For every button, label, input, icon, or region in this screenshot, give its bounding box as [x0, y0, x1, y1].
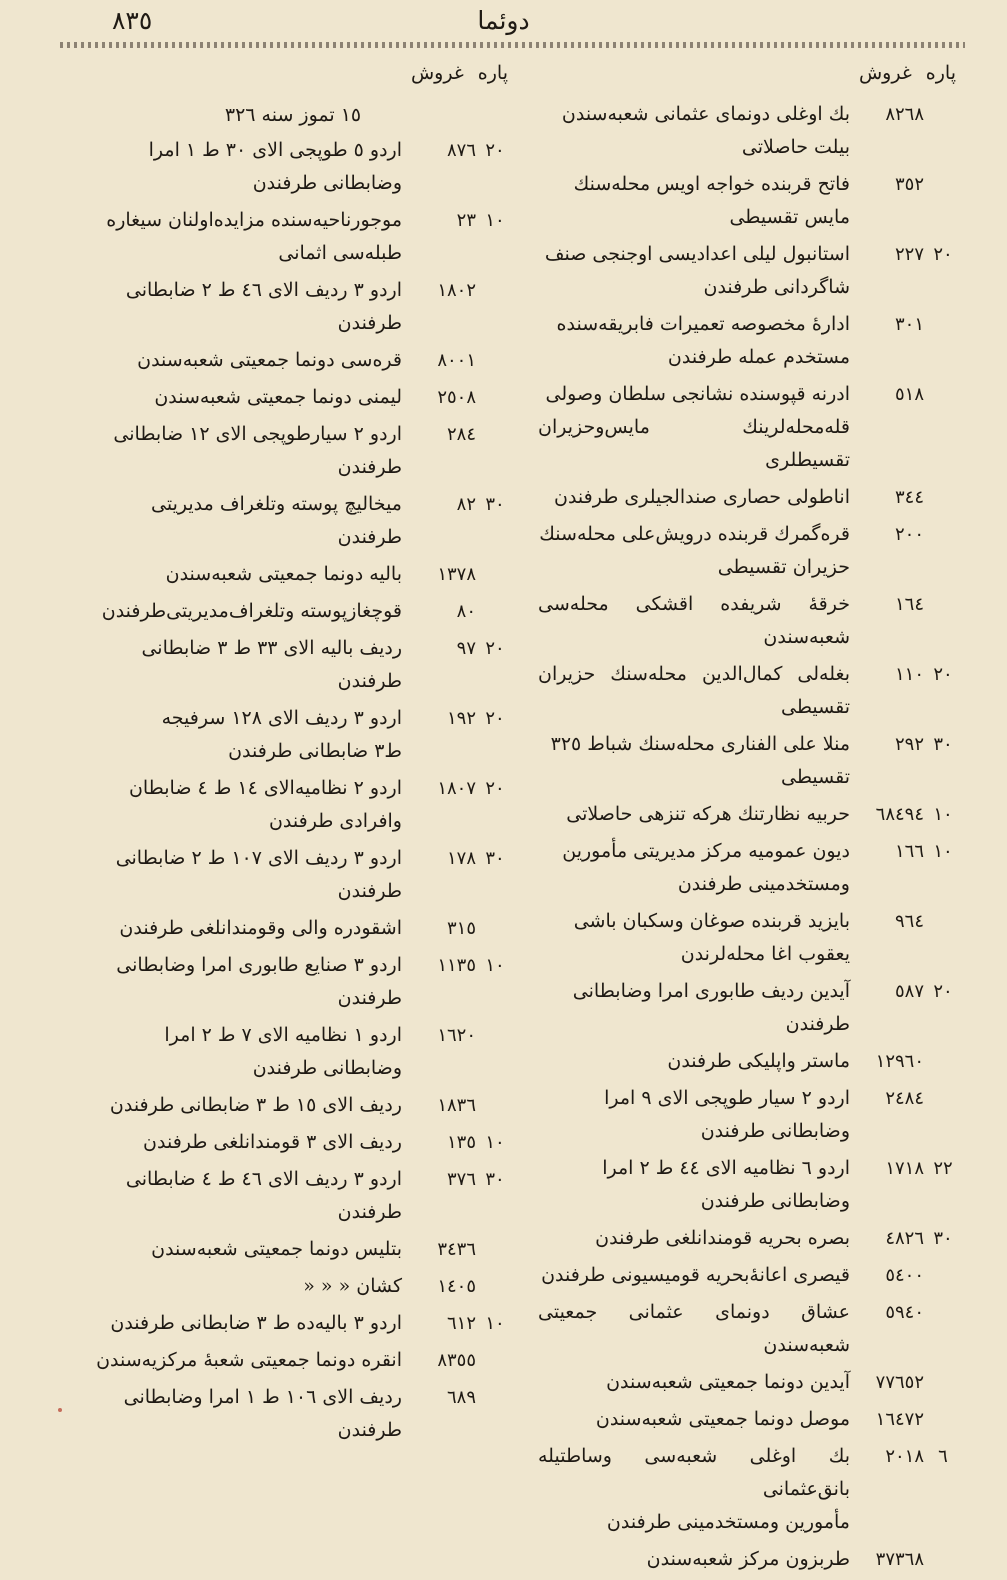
entry-kurus: ٢٠٠	[894, 524, 924, 545]
entry-description: فاتح قربنده خواجه اویس محله‌سنك مایس تقسیطی	[573, 173, 850, 228]
entry-description: موجورناحیه‌سنده مزایده‌اولنان سیغاره طبله‌سی اثمانی	[106, 209, 402, 264]
entry-description: ادارهٔ مخصوصه تعمیرات فابریقه‌سنده مستخدم عمله طرفندن	[556, 313, 850, 368]
ledger-entry	[538, 1259, 960, 1292]
entry-description: بصره بحریه قومندانلغی طرفندن	[595, 1227, 850, 1249]
entry-kurus: ١٧١٨	[885, 1158, 924, 1179]
kurus-heading: غروش	[858, 62, 912, 84]
entry-description: لیمنی دونما جمعیتی شعبه‌سندن	[154, 386, 402, 408]
ledger-entry	[74, 1233, 512, 1266]
ledger-entry	[74, 1163, 512, 1229]
entry-description: كشان « « «	[303, 1275, 402, 1297]
entry-description: اردو ٣ بالیه‌ده ط ٣ ضابطانی طرفندن	[110, 1312, 402, 1334]
entry-kurus: ٣٤٣٦	[437, 1239, 476, 1260]
entry-kurus: ٥٤٠٠	[885, 1265, 924, 1286]
ledger-entry	[538, 1403, 960, 1436]
entry-kurus: ١٣٧٨	[437, 564, 476, 585]
entry-description: دیون عمومیه مركز مدیریتی مأمورین ومستخدمینی طرفندن	[562, 840, 850, 895]
ledger-entry	[538, 1082, 960, 1148]
ledger-entry	[74, 1270, 512, 1303]
entry-description: اردو ٥ طوپجی الای ٣٠ ط ١ امرا وضابطانی طرفندن	[148, 139, 402, 194]
entry-kurus: ٤٨٢٦	[885, 1228, 924, 1249]
entry-para: ٢٠	[933, 664, 953, 685]
entry-description: اردو ٦ نظامیه الای ٤٤ ط ٢ امرا وضابطانی طرفندن	[602, 1157, 850, 1212]
ledger-entry	[74, 1307, 512, 1340]
ledger-entry	[74, 772, 512, 838]
ledger-entry	[538, 238, 960, 304]
entry-kurus: ٢٩٢	[894, 734, 924, 755]
entry-kurus: ٣٠١	[894, 314, 924, 335]
entry-kurus: ٧٧٦٥٢	[875, 1372, 924, 1393]
kurus-heading: غروش	[410, 62, 464, 84]
ledger-entry	[74, 1019, 512, 1085]
ledger-entry	[538, 308, 960, 374]
entry-description: منلا علی الفناری محله‌سنك شباط ٣٢٥ تقسیطی	[550, 733, 850, 788]
entry-description: خرقهٔ شریفده اقشكی محله‌سی شعبه‌سندن	[538, 593, 850, 648]
entry-description: حربیه نظارتنك هركه تنزهی حاصلاتی	[566, 803, 850, 825]
ledger-entry	[74, 1344, 512, 1377]
ledger-entry	[74, 381, 512, 414]
entry-kurus: ١٩٢	[446, 708, 476, 729]
entry-kurus: ١٦٢٠	[437, 1025, 476, 1046]
entry-kurus: ٦١٢	[446, 1313, 476, 1334]
entry-kurus: ٦٨٩	[446, 1387, 476, 1408]
ledger-entry	[538, 1543, 960, 1576]
entry-kurus: ٢٨٤	[446, 424, 476, 445]
entry-kurus: ١٨٣٦	[437, 1095, 476, 1116]
column-headings	[538, 62, 960, 92]
entry-description: اشقودره والی وقومندانلغی طرفندن	[119, 917, 402, 939]
entry-para: ٣٠	[485, 848, 505, 869]
running-header: دوئما	[477, 6, 530, 35]
entry-kurus: ٩٧	[456, 638, 476, 659]
ledger-entry	[74, 274, 512, 340]
entry-description: اردو ٣ ردیف الای ٤٦ ط ٢ ضابطانی طرفندن	[125, 279, 402, 334]
entry-para: ١٠	[485, 955, 505, 976]
entry-kurus: ٨٠٠١	[437, 350, 476, 371]
ledger-entry	[74, 134, 512, 200]
entry-kurus: ٣١٥	[446, 918, 476, 939]
ledger-entry	[538, 1222, 960, 1255]
entry-description: بغله‌لی کمال‌الدین محله‌سنك حزیران تقسیطی	[538, 663, 850, 718]
ledger-entry	[74, 842, 512, 908]
entry-description: قره‌گمرك قربنده درویش‌علی محله‌سنك حزیران تقسیطی	[539, 523, 850, 578]
para-heading: پاره	[477, 62, 508, 84]
ledger-entry	[74, 949, 512, 1015]
para-heading: پاره	[925, 62, 956, 84]
ledger-entry	[74, 632, 512, 698]
entry-description: ردیف بالیه الای ٣٣ ط ٣ ضابطانی طرفندن	[141, 637, 402, 692]
entry-description: استانبول لیلی اعدادیسی اوجنجی صنف شاگردانی طرفندن	[544, 243, 850, 298]
entry-kurus: ٦٨٤٩٤	[875, 804, 924, 825]
left-column	[74, 62, 512, 1451]
left-entries	[74, 134, 512, 1447]
entry-kurus: ٨٢٦٨	[885, 104, 924, 125]
entry-description: اردو ٣ ردیف الای ١٢٨ سرفیجه ط٣ ضابطانی طرفندن	[161, 707, 402, 762]
entry-para: ٣٠	[933, 734, 953, 755]
column-headings	[74, 62, 512, 92]
entry-description: ردیف الای ١٠٦ ط ١ امرا وضابطانی طرفندن	[123, 1386, 402, 1441]
ledger-entry	[538, 481, 960, 514]
ledger-entry	[538, 798, 960, 831]
right-column	[538, 62, 960, 1580]
entry-para: ١٠	[933, 841, 953, 862]
ledger-entry	[538, 728, 960, 794]
entry-kurus: ٢٠١٨	[885, 1446, 924, 1467]
ink-speck	[58, 1408, 62, 1412]
entry-description: قره‌سی دونما جمعیتی شعبه‌سندن	[137, 349, 402, 371]
entry-kurus: ٣٥٢	[894, 174, 924, 195]
ledger-entry	[538, 658, 960, 724]
date-line: ١٥ تموز سنه ٣٢٦	[224, 104, 362, 126]
ledger-entry	[538, 835, 960, 901]
header-rule	[60, 42, 965, 48]
ledger-entry	[538, 1296, 960, 1362]
entry-para: ٢٠	[485, 778, 505, 799]
entry-kurus: ٨٢	[456, 494, 476, 515]
entry-description: عشاق دونمای عثمانی جمعیتی شعبه‌سندن	[538, 1301, 850, 1356]
entry-description: اردو ٣ صنایع طابوری امرا وضابطانی طرفندن	[116, 954, 402, 1009]
ledger-entry	[74, 418, 512, 484]
entry-kurus: ٨٠	[456, 601, 476, 622]
entry-description: بایزید قربنده صوغان وسكبان باشی یعقوب اغا محله‌لرندن	[573, 910, 850, 965]
ledger-entry	[538, 98, 960, 164]
ledger-entry	[74, 1089, 512, 1122]
ledger-entry	[538, 1045, 960, 1078]
entry-description: طربزون مركز شعبه‌سندن	[646, 1548, 850, 1570]
entry-kurus: ١١٠	[894, 664, 924, 685]
entry-para: ٣٠	[933, 1228, 953, 1249]
entry-para: ١٠	[933, 804, 953, 825]
ledger-entry	[538, 1440, 960, 1539]
ledger-entry	[538, 975, 960, 1041]
entry-kurus: ٥١٨	[894, 384, 924, 405]
ledger-entry	[74, 344, 512, 377]
entry-kurus: ١٨٠٢	[437, 280, 476, 301]
entry-para: ١٠	[485, 210, 505, 231]
right-entries	[538, 98, 960, 1576]
entry-description: اردو ٣ ردیف الای ١٠٧ ط ٢ ضابطانی طرفندن	[115, 847, 402, 902]
entry-kurus: ١٦٤	[894, 594, 924, 615]
ledger-entry	[74, 595, 512, 628]
entry-description: اردو ٢ سیارطوپجی الای ١٢ ضابطانی طرفندن	[113, 423, 402, 478]
entry-description: اردو ٣ ردیف الای ٤٦ ط ٤ ضابطانی طرفندن	[125, 1168, 402, 1223]
entry-para: ٢٠	[485, 638, 505, 659]
entry-para: ٣٠	[485, 1169, 505, 1190]
ledger-entry	[538, 905, 960, 971]
ledger-entry	[74, 1381, 512, 1447]
ledger-entry	[74, 1126, 512, 1159]
entry-description: قیصری اعانهٔ‌بحریه قومیسیونی طرفندن	[541, 1264, 850, 1286]
ledger-entry	[74, 912, 512, 945]
entry-kurus: ٢٤٨٤	[885, 1088, 924, 1109]
entry-description: موصل دونما جمعیتی شعبه‌سندن	[595, 1408, 850, 1430]
ledger-entry	[74, 702, 512, 768]
entry-kurus: ١٧٨	[446, 848, 476, 869]
entry-kurus: ١٦٤٧٢	[875, 1409, 924, 1430]
entry-description: اردو ١ نظامیه الای ٧ ط ٢ امرا وضابطانی طرفندن	[164, 1024, 402, 1079]
entry-description: ادرنه قپوسنده نشانجی سلطان وصولی قله‌محله‌لرینك مایس‌وحزیران تقسیطلری	[538, 383, 850, 471]
entry-para: ٦	[938, 1446, 948, 1467]
page-number: ٨٣٥	[112, 6, 153, 35]
ledger-entry	[74, 204, 512, 270]
entry-kurus: ٨٣٥٥	[437, 1350, 476, 1371]
entry-description: بالیه دونما جمعیتی شعبه‌سندن	[165, 563, 402, 585]
entry-description: ردیف الای ٣ قومندانلغی طرفندن	[143, 1131, 402, 1153]
entry-kurus: ٢٥٠٨	[437, 387, 476, 408]
entry-kurus: ١٢٩٦٠	[875, 1051, 924, 1072]
entry-kurus: ٥٨٧	[894, 981, 924, 1002]
ledger-entry	[538, 588, 960, 654]
entry-kurus: ١٦٦	[894, 841, 924, 862]
entry-para: ٢٠	[933, 981, 953, 1002]
entry-kurus: ١١٣٥	[437, 955, 476, 976]
entry-kurus: ٥٩٤٠	[885, 1302, 924, 1323]
entry-description: اناطولی حصاری صندالجیلری طرفندن	[554, 486, 850, 508]
entry-description: اردو ٢ سیار طوپجی الای ٩ امرا وضابطانی طرفندن	[604, 1087, 850, 1142]
entry-description: میخالیچ پوسته وتلغراف مدیریتی طرفندن	[151, 493, 402, 548]
entry-description: آیدین دونما جمعیتی شعبه‌سندن	[606, 1371, 850, 1393]
entry-para: ١٠	[485, 1313, 505, 1334]
entry-description: بك اوغلی شعبه‌سی وساطتیله بانق‌عثمانی مأمورین ومستخدمینی طرفندن	[538, 1445, 850, 1533]
entry-kurus: ١٤٠٥	[437, 1276, 476, 1297]
entry-kurus: ٢٢٧	[894, 244, 924, 265]
ledger-entry	[538, 518, 960, 584]
entry-kurus: ٢٣	[456, 210, 476, 231]
entry-para: ٢٢	[933, 1158, 953, 1179]
entry-kurus: ٩٦٤	[894, 911, 924, 932]
ledger-entry	[74, 558, 512, 591]
entry-description: قوچغازپوسته وتلغراف‌مدیریتی‌طرفندن	[101, 600, 402, 622]
entry-kurus: ٣٤٤	[894, 487, 924, 508]
entry-description: بك اوغلی دونمای عثمانی شعبه‌سندن بیلت حاصلاتی	[561, 103, 850, 158]
entry-description: اردو ٢ نظامیه‌الای ١٤ ط ٤ ضابطان وافرادی طرفندن	[128, 777, 402, 832]
entry-description: انقره دونما جمعیتی شعبهٔ مركزیه‌سندن	[96, 1349, 402, 1371]
entry-description: آیدین ردیف طابوری امرا وضابطانی طرفندن	[572, 980, 850, 1035]
entry-para: ٢٠	[485, 140, 505, 161]
entry-kurus: ١٨٠٧	[437, 778, 476, 799]
entry-description: ردیف الای ١٥ ط ٣ ضابطانی طرفندن	[109, 1094, 402, 1116]
entry-kurus: ١٣٥	[446, 1132, 476, 1153]
entry-kurus: ٣٧٦	[446, 1169, 476, 1190]
entry-para: ١٠	[485, 1132, 505, 1153]
ledger-entry	[538, 1152, 960, 1218]
entry-description: ماستر واپلیكی طرفندن	[667, 1050, 850, 1072]
entry-para: ٢٠	[485, 708, 505, 729]
entry-para: ٢٠	[933, 244, 953, 265]
ledger-entry	[538, 378, 960, 477]
ledger-entry	[74, 488, 512, 554]
entry-kurus: ٨٧٦	[446, 140, 476, 161]
entry-description: بتلیس دونما جمعیتی شعبه‌سندن	[151, 1238, 402, 1260]
ledger-entry	[538, 168, 960, 234]
ledger-entry	[538, 1366, 960, 1399]
entry-kurus: ٣٧٣٦٨	[875, 1549, 924, 1570]
entry-para: ٣٠	[485, 494, 505, 515]
